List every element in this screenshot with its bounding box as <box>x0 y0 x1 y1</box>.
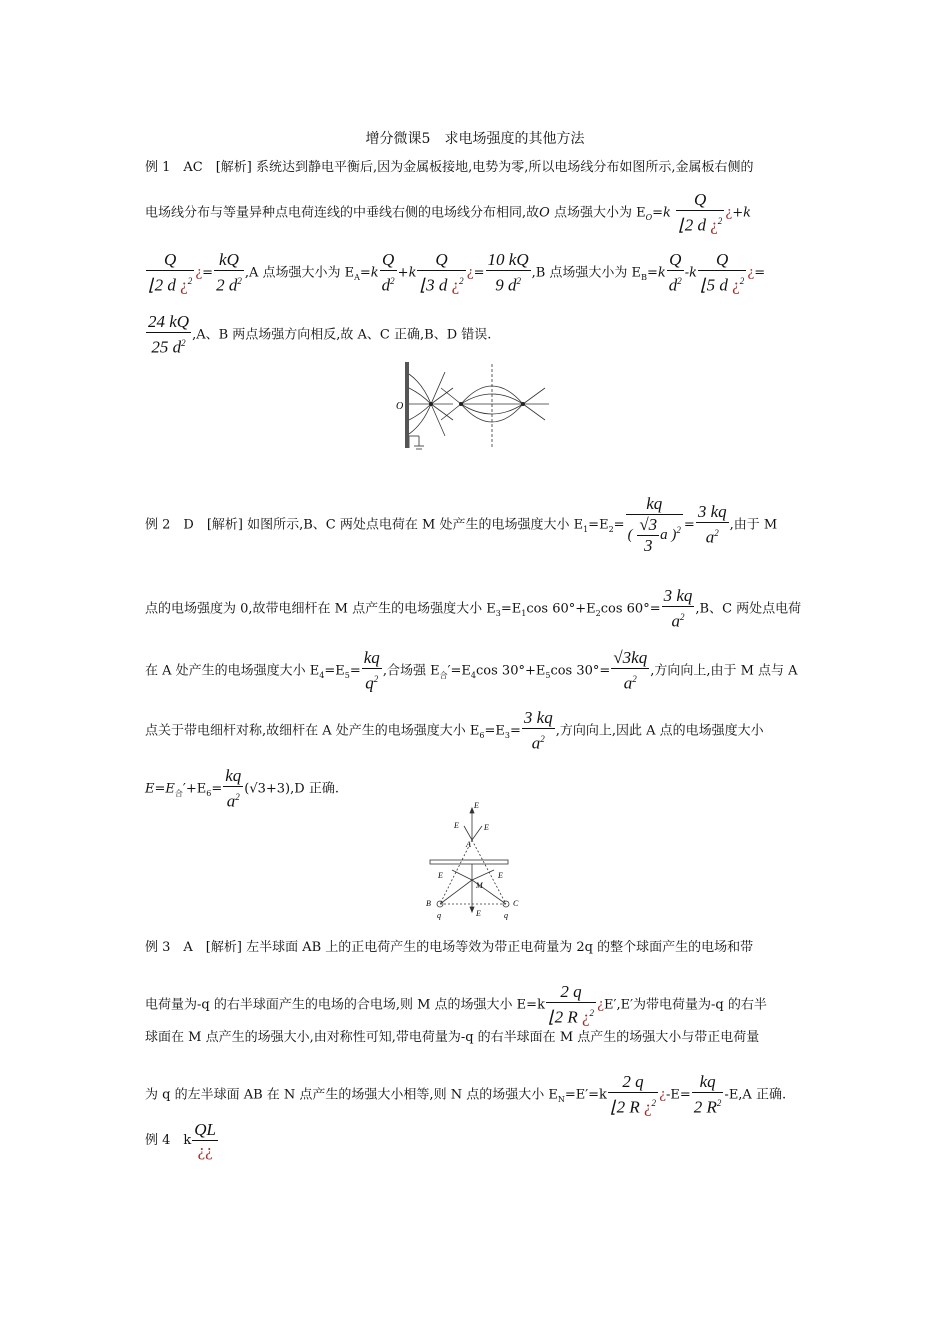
fraction: $\frac{kQ}{2 d^2}$ <box>216 250 242 295</box>
fraction: $\frac{QL}{¿¿}$ <box>194 1120 217 1160</box>
ex3-line-1: 例 3 A [解析] 左半球面 AB 上的正电荷产生的电场等效为带正电荷量为 2q 的整个球面产生的电场和带 <box>145 940 754 955</box>
fraction: $\frac{kq}{2 R^2}$ <box>693 1072 722 1117</box>
fraction: $\frac{Q}{⌊3 d ¿^2}$ <box>419 250 464 295</box>
fraction: $\frac{3 kq}{a^2}$ <box>523 708 553 753</box>
label-e2: E <box>438 871 443 880</box>
ex2-line-4: 点关于带电细杆对称,故细杆在 A 处产生的电场强度大小 $E_6=E_3=$ $\frac{3 kq}{a^2}$ ,方向向上,因此 A 点的电场强度大小 <box>145 708 764 753</box>
fraction: $\frac{2 q}{⌊2 R ¿^2}$ <box>609 1072 657 1117</box>
ex1-line-4: $\frac{24 kQ}{25 d^2}$ ,A、B 两点场强方向相反,故 A、C 正确,B、D 错误. <box>148 312 492 357</box>
page-title: 增分微课5 求电场强度的其他方法 <box>365 131 585 147</box>
ex1-line-3: $\frac{Q}{⌊2 d ¿^2}$ ¿= $\frac{kQ}{2 d^2}$ ,A 点场强大小为 $E_A=k$ $\frac{Q}{d^2}$ +k $\frac{Q}{⌊3 d ¿^2}$ ¿= $\frac{10 kQ}{9 d^2}$ ,B 点场强大小为 $E_B=k$ $\frac{Q}{d^2}$ -k $\frac{Q}{⌊5 d ¿^2}$ ¿= <box>148 250 766 295</box>
label-q-left: q <box>437 911 441 920</box>
charge-rod-figure <box>420 800 530 922</box>
fraction: $\frac{24 kQ}{25 d^2}$ <box>148 312 190 357</box>
fraction: $\frac{2 q}{⌊2 R ¿^2}$ <box>547 982 595 1027</box>
ex2-line-3: 在 A 处产生的电场强度大小 $E_4=E_5=$ $\frac{kq}{q^2}$ ,合场强 $E_合'=E_4\cos$ $30^\circ+E_5\cos$ 30°= $\frac{√3kq}{a^2}$ ,方向向上,由于 M 点与 A <box>145 648 798 693</box>
ex1-line-1: 例 1 AC [解析] 系统达到静电平衡后,因为金属板接地,电势为零,所以电场线分布如图所示,金属板右侧的 <box>145 160 754 175</box>
ex2-line-5: $E=E_合'+E_6=$ $\frac{kq}{a^2}$ (√3+3),D 正确. <box>145 766 339 811</box>
label-e6: E <box>474 801 479 810</box>
fraction: $\frac{Q}{d^2}$ <box>381 250 395 295</box>
fraction: kq ( $\frac{√3}{3}$ a )$^2$ <box>627 494 681 555</box>
label-m: M <box>476 881 483 890</box>
label-q-right: q <box>504 911 508 920</box>
fraction: $\frac{Q}{⌊2 d ¿^2}$ <box>678 190 723 235</box>
fraction: $\frac{√3kq}{a^2}$ <box>613 648 648 693</box>
label-e4: E <box>484 823 489 832</box>
fraction: $\frac{Q}{⌊2 d ¿^2}$ <box>148 250 193 295</box>
label-e3: E <box>476 909 481 918</box>
fraction: $\frac{3 kq}{a^2}$ <box>697 502 727 547</box>
figure-label-o: O <box>396 401 404 412</box>
ex3-line-4: 为 q 的左半球面 AB 在 N 点产生的场强大小相等,则 N 点的场强大小 $E_N=E'=k$ $\frac{2 q}{⌊2 R ¿^2}$ ¿-E= $\frac{kq}{2 R^2}$ -E,A 正确. <box>145 1072 787 1117</box>
field-lines-figure <box>395 358 555 454</box>
fraction: $\frac{Q}{d^2}$ <box>668 250 682 295</box>
ex3-line-2: 电荷量为-q 的右半球面产生的电场的合电场,则 M 点的场强大小 E=k $\frac{2 q}{⌊2 R ¿^2}$ ¿E′,E′为带电荷量为-q 的右半 <box>145 982 767 1027</box>
ex4-line-1: 例 4 k $\frac{QL}{¿¿}$ <box>145 1120 217 1160</box>
label-b: B <box>426 899 431 908</box>
label-e5: E <box>454 821 459 830</box>
fraction: $\frac{kq}{q^2}$ <box>363 648 380 693</box>
ex1-line-2: 电场线分布与等量异种点电荷连线的中垂线右侧的电场线分布相同,故O 点场强大小为 $E_O=k$ $\frac{Q}{⌊2 d ¿^2}$ ¿+k <box>145 190 752 235</box>
fraction: $\frac{kq}{a^2}$ <box>225 766 242 811</box>
ex2-line-2: 点的电场强度为 0,故带电细杆在 M 点产生的电场强度大小 $E_3=E_1\cos$ $60^\circ+E_2\cos$ 60°= $\frac{3 kq}{a^2}$ ,B、C 两处点电荷 <box>145 586 802 631</box>
ex3-line-3: 球面在 M 点产生的场强大小,由对称性可知,带电荷量为-q 的右半球面在 M 点产生的场强大小与带正电荷量 <box>145 1030 760 1045</box>
label-a: A <box>466 840 471 849</box>
fraction: $\frac{10 kQ}{9 d^2}$ <box>487 250 529 295</box>
ex2-line-1: 例 2 D [解析] 如图所示,B、C 两处点电荷在 M 处产生的电场强度大小 $E_1=E_2=$ kq ( $\frac{√3}{3}$ a )$^2$ = $\frac{3 kq}{a^2}$ ,由于 M <box>145 494 778 555</box>
label-c: C <box>513 899 519 908</box>
fraction: $\frac{Q}{⌊5 d ¿^2}$ <box>700 250 745 295</box>
label-e1: E <box>498 871 503 880</box>
fraction: $\frac{3 kq}{a^2}$ <box>663 586 693 631</box>
